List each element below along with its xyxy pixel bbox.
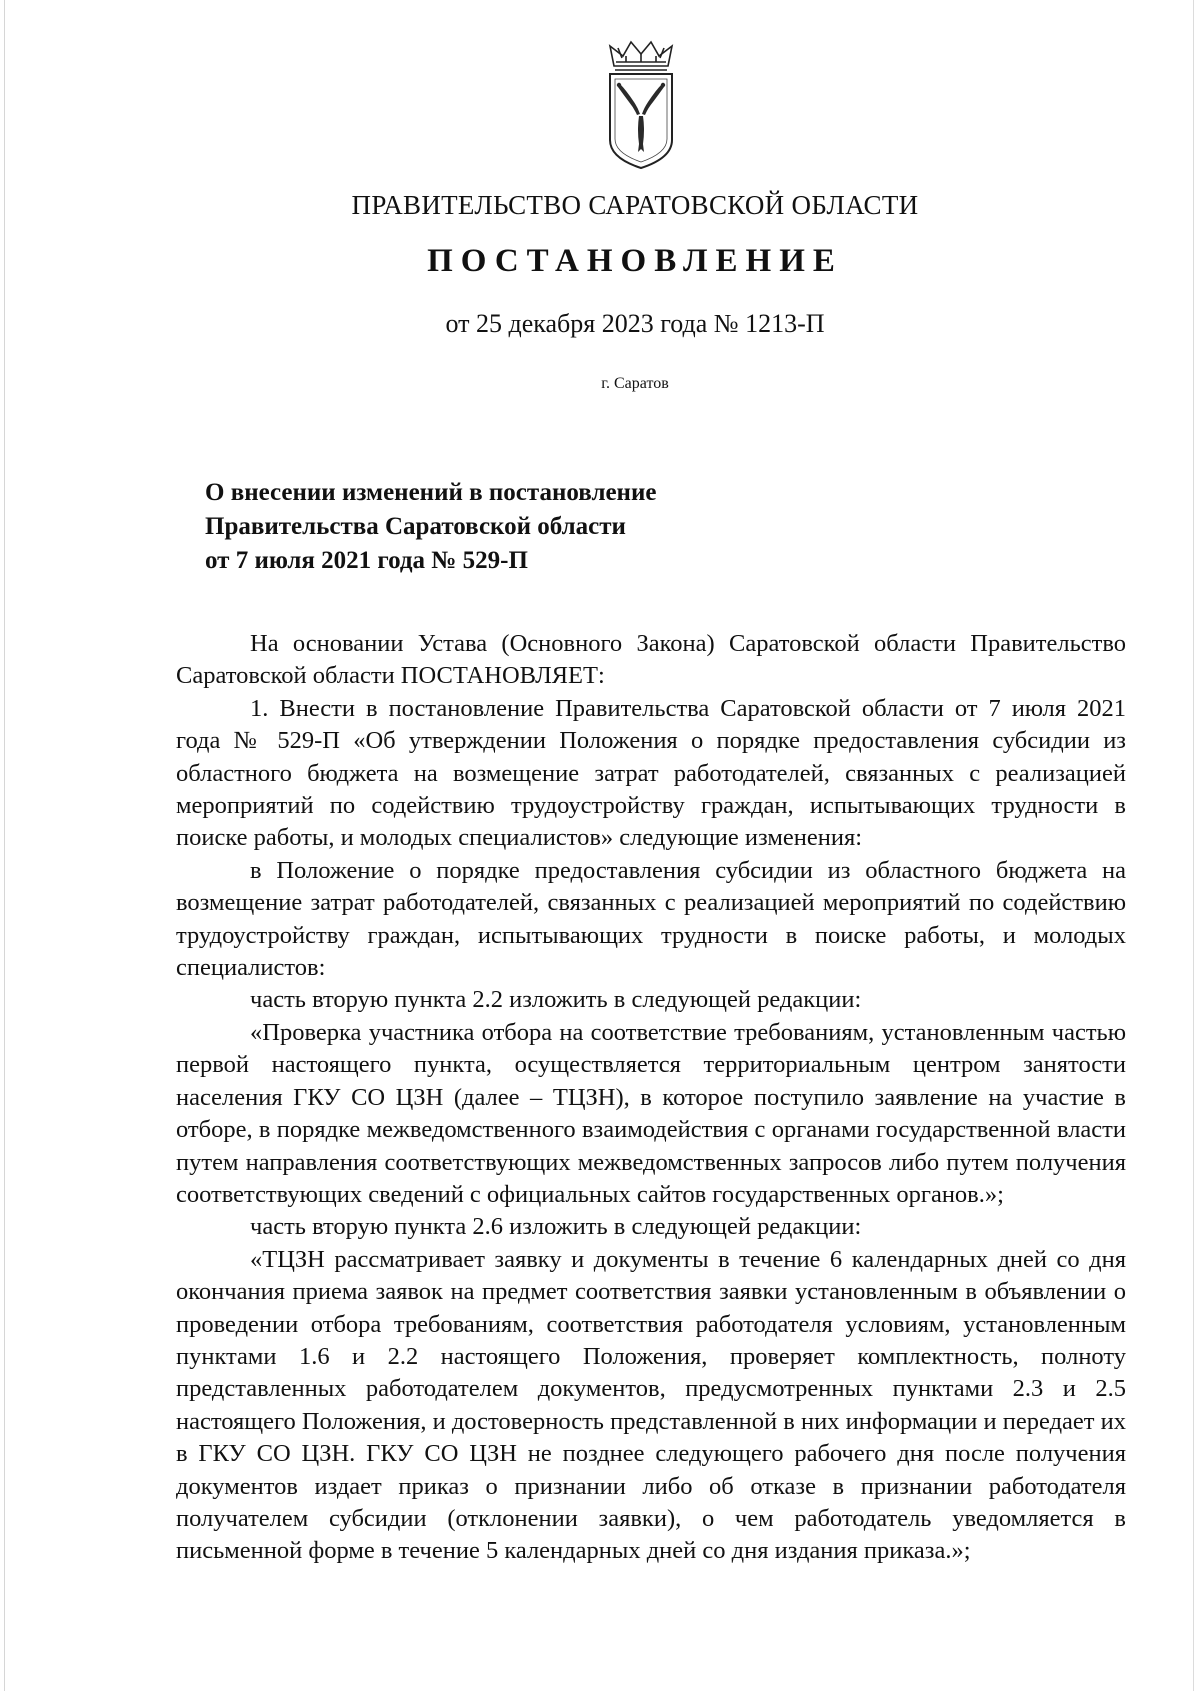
body-paragraph: часть вторую пункта 2.6 изложить в следующей редакции:: [250, 1213, 862, 1241]
document-body: [176, 628, 1126, 1568]
body-paragraph: «Проверка участника отбора на соответствие требованиям, установленным частью первой настоящего пункта, осуществляется территориальным центром занятости населения ГКУ СО ЦЗН (далее – ТЦЗН), в которое поступило заявление на участие в отборе, в порядке межведомственного взаимодействия с органами государственной власти путем направления соответствующих межведомственных запросов либо путем получения соответствующих сведений с официальных сайтов государственных органов.»;: [176, 1018, 1126, 1208]
document-subject: [205, 476, 905, 578]
subject-line: от 7 июля 2021 года № 529-П: [205, 547, 528, 574]
body-paragraph: часть вторую пункта 2.2 изложить в следующей редакции:: [250, 986, 862, 1014]
saratov-coat-of-arms-icon: [596, 40, 686, 170]
subject-line: О внесении изменений в постановление: [205, 479, 657, 506]
document-date-number: от 25 декабря 2023 года № 1213-П: [445, 309, 825, 338]
body-paragraph: в Положение о порядке предоставления субсидии из областного бюджета на возмещение затрат работодателей, связанных с реализацией мероприятий по содействию трудоустройству граждан, испытывающих трудности в поиске работы, и молодых специалистов:: [176, 856, 1126, 982]
document-city: г. Саратов: [601, 375, 669, 392]
subject-line: Правительства Саратовской области: [205, 513, 626, 540]
government-name: ПРАВИТЕЛЬСТВО САРАТОВСКОЙ ОБЛАСТИ: [351, 190, 919, 220]
body-paragraph: На основании Устава (Основного Закона) Саратовской области Правительство Саратовской области ПОСТАНОВЛЯЕТ:: [176, 630, 1126, 690]
document-type: ПОСТАНОВЛЕНИЕ: [427, 243, 843, 279]
body-paragraph: 1. Внести в постановление Правительства Саратовской области от 7 июля 2021 года № 529-П «Об утверждении Положения о порядке предоставления субсидии из областного бюджета на возмещение затрат работодателей, связанных с реализацией мероприятий по содействию трудоустройству граждан, испытывающих трудности в поиске работы, и молодых специалистов» следующие изменения:: [176, 694, 1126, 852]
body-paragraph: «ТЦЗН рассматривает заявку и документы в течение 6 календарных дней со дня окончания приема заявок на предмет соответствия заявки установленным в объявлении о проведении отбора требованиям, соответствия работодателя условиям, установленным пунктами 1.6 и 2.2 настоящего Положения, проверяет комплектность, полноту представленных работодателем документов, предусмотренных пунктами 2.3 и 2.5 настоящего Положения, и достоверность представленной в них информации и передает их в ГКУ СО ЦЗН. ГКУ СО ЦЗН не позднее следующего рабочего дня после получения документов издает приказ о признании либо об отказе в признании работодателя получателем субсидии (отклонении заявки), о чем работодатель уведомляется в письменной форме в течение 5 календарных дней со дня издания приказа.»;: [176, 1245, 1126, 1565]
